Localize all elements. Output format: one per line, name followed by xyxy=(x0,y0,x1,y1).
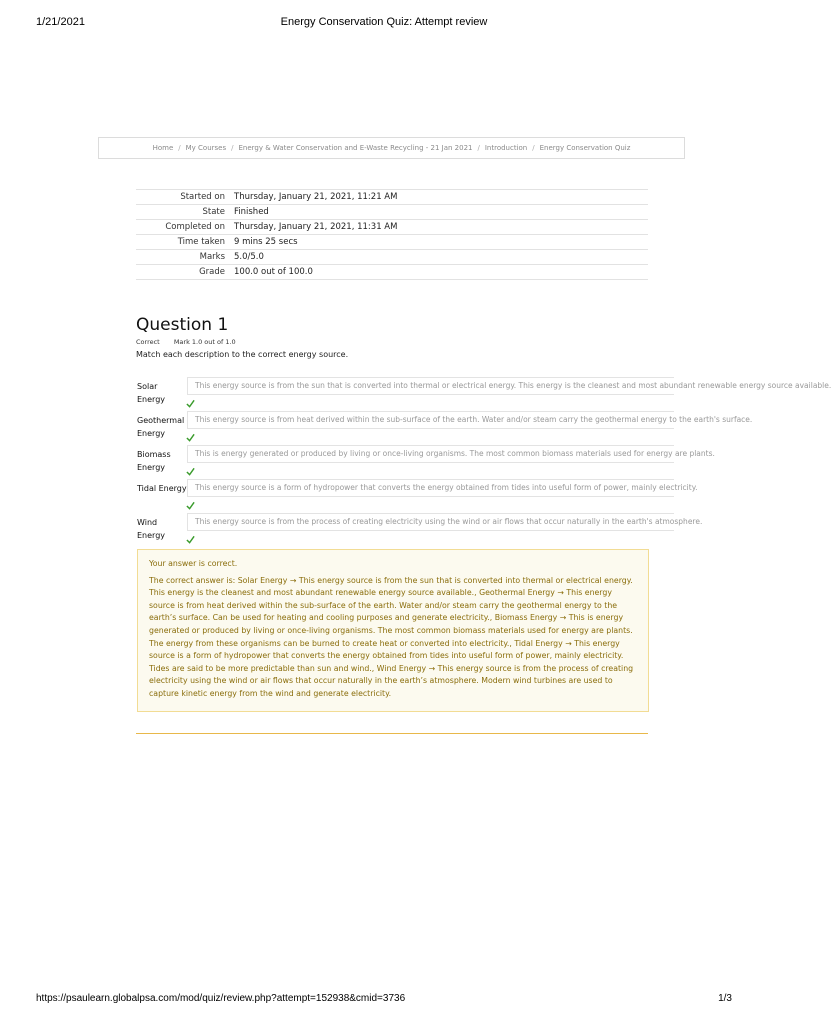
match-row-biomass xyxy=(136,445,715,479)
match-row-solar xyxy=(136,377,831,411)
match-row-wind xyxy=(136,513,703,547)
breadcrumb-my-courses[interactable]: My Courses xyxy=(185,144,227,152)
check-icon xyxy=(186,535,195,544)
question-meta xyxy=(136,338,248,346)
feedback-box xyxy=(137,549,649,712)
check-icon xyxy=(186,399,195,408)
breadcrumb-separator: / xyxy=(178,144,181,152)
summary-label: State xyxy=(202,207,225,217)
match-row-tidal xyxy=(136,479,698,513)
check-icon xyxy=(186,501,195,510)
summary-row-completed xyxy=(136,220,648,235)
match-answer-select[interactable]: This energy source is from heat derived within the sub-surface of the earth. Water and/or steam carry the geothermal energy to the earth's surface. xyxy=(187,411,674,429)
summary-value: 100.0 out of 100.0 xyxy=(234,267,313,277)
summary-label: Completed on xyxy=(165,222,225,232)
breadcrumb-separator: / xyxy=(477,144,480,152)
question-mark: Mark 1.0 out of 1.0 xyxy=(173,338,236,346)
breadcrumb xyxy=(98,137,685,159)
match-answer-select[interactable]: This energy source is from the sun that is converted into thermal or electrical energy. This energy is the cleanest and most abundant renewable energy source available. xyxy=(187,377,674,395)
match-answer-select[interactable]: This energy source is from the process of creating electricity using the wind or air flows that occur naturally in the earth's atmosphere. xyxy=(187,513,674,531)
match-label: Tidal Energy xyxy=(137,484,187,493)
question-title: Question 1 xyxy=(136,315,229,335)
match-answer-select[interactable]: This energy source is a form of hydropower that converts the energy obtained from tides into useful form of power, mainly electricity. xyxy=(187,479,674,497)
summary-row-marks xyxy=(136,250,648,265)
breadcrumb-course[interactable]: Energy & Water Conservation and E-Waste Recycling - 21 Jan 2021 xyxy=(238,144,473,152)
breadcrumb-home[interactable]: Home xyxy=(152,144,174,152)
summary-row-state xyxy=(136,205,648,220)
print-url: https://psaulearn.globalpsa.com/mod/quiz/review.php?attempt=152938&cmid=3736 xyxy=(36,993,406,1004)
breadcrumb-section[interactable]: Introduction xyxy=(484,144,528,152)
summary-label: Started on xyxy=(180,192,225,202)
attempt-summary-table xyxy=(136,189,648,280)
match-row-geothermal xyxy=(136,411,753,445)
print-date: 1/21/2021 xyxy=(36,16,85,28)
feedback-status: Your answer is correct. xyxy=(149,559,238,568)
match-label: Biomass Energy xyxy=(137,450,171,472)
summary-value: 5.0/5.0 xyxy=(234,252,264,262)
match-label: Solar Energy xyxy=(137,382,166,404)
summary-row-grade xyxy=(136,265,648,280)
match-answer-select[interactable]: This is energy generated or produced by living or once-living organisms. The most common biomass materials used for energy are plants. xyxy=(187,445,674,463)
print-page-number: 1/3 xyxy=(718,993,732,1004)
question-status: Correct xyxy=(136,338,160,346)
match-list xyxy=(136,377,831,547)
breadcrumb-separator: / xyxy=(231,144,234,152)
question-header xyxy=(136,314,248,346)
check-icon xyxy=(186,467,195,476)
breadcrumb-separator: / xyxy=(532,144,535,152)
summary-value: Thursday, January 21, 2021, 11:21 AM xyxy=(234,192,398,202)
match-label: Wind Energy xyxy=(137,518,166,540)
section-divider xyxy=(136,733,648,734)
match-label: Geothermal Energy xyxy=(137,416,185,438)
print-header xyxy=(36,16,732,32)
check-icon xyxy=(186,433,195,442)
breadcrumb-quiz[interactable]: Energy Conservation Quiz xyxy=(539,144,631,152)
summary-value: Thursday, January 21, 2021, 11:31 AM xyxy=(234,222,398,232)
print-title: Energy Conservation Quiz: Attempt review xyxy=(280,16,488,28)
summary-value: Finished xyxy=(234,207,269,217)
summary-row-time-taken xyxy=(136,235,648,250)
question-prompt: Match each description to the correct energy source. xyxy=(136,350,349,359)
feedback-correct-answer: The correct answer is: Solar Energy → This energy source is from the sun that is converted into thermal or electrical energy. This energy is the cleanest and most abundant renewable energy source available., Geothermal Energy → This energy source is from heat derived within the sub-surface of the earth. Water and/or steam carry the geothermal energy to the earth’s surface. Can be used for heating and cooling purposes and generate electricity., Biomass Energy → This is energy generated or produced by living or once-living organisms. The most common biomass materials used for energy are plants. The energy from these organisms can be burned to create heat or converted into electricity., Tidal Energy → This energy source is a form of hydropower that converts the energy obtained from tides into useful form of power, mainly electricity. Tides are said to be more predictable than sun and wind., Wind Energy → This energy source is from the process of creating electricity using the wind or air flows that occur naturally in the earth’s atmosphere. Modern wind turbines are used to capture kinetic energy from the wind and generate electricity. xyxy=(149,575,634,698)
summary-value: 9 mins 25 secs xyxy=(234,237,298,247)
summary-row-started xyxy=(136,190,648,205)
summary-label: Grade xyxy=(199,267,225,277)
summary-label: Marks xyxy=(199,252,225,262)
print-footer xyxy=(36,993,732,1009)
summary-label: Time taken xyxy=(177,237,225,247)
